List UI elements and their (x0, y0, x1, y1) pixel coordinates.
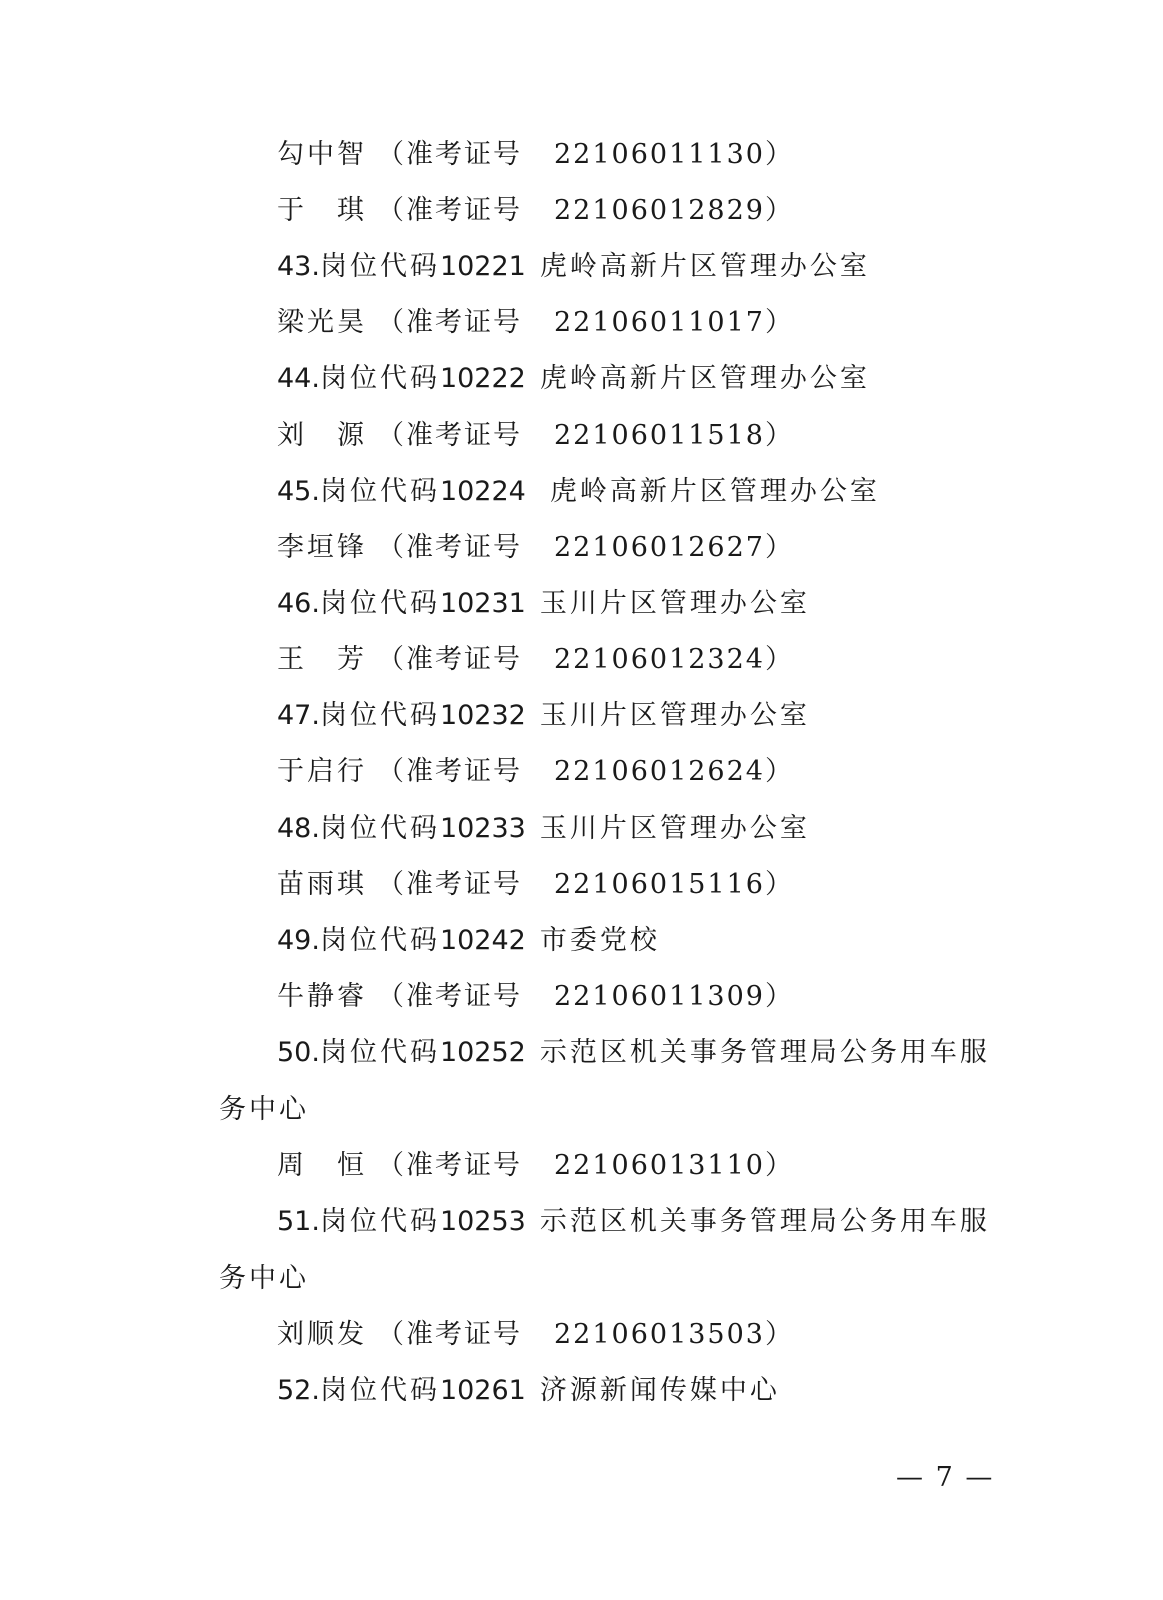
candidate-name: 勾中智 (277, 139, 367, 170)
post-code-label: 岗位代码 (319, 476, 440, 507)
post-code: 10253 (439, 1206, 526, 1237)
exam-number: 22106012624） (554, 756, 794, 787)
candidate-line (277, 1148, 794, 1184)
exam-number: 22106011309） (554, 981, 794, 1012)
post-unit: 示范区机关事务管理局公务用车服 (539, 1037, 990, 1068)
candidate-name: 李垣锋 (277, 532, 367, 563)
post-line (277, 361, 870, 397)
post-unit: 济源新闻传媒中心 (539, 1375, 780, 1406)
post-code: 10242 (439, 925, 526, 956)
post-index: 50. (277, 1037, 320, 1068)
post-code-label: 岗位代码 (319, 1037, 440, 1068)
post-unit-continuation: 务中心 (219, 1263, 309, 1294)
post-line (277, 698, 810, 734)
exam-number: 22106013110） (554, 1150, 794, 1181)
post-line (277, 249, 870, 285)
post-line (277, 1373, 780, 1409)
exam-number: 22106012324） (554, 644, 794, 675)
exam-label: （准考证号 (377, 1319, 522, 1350)
exam-label: （准考证号 (377, 307, 522, 338)
candidate-name: 王 芳 (277, 644, 367, 675)
candidate-name: 苗雨琪 (277, 869, 367, 900)
post-index: 52. (277, 1375, 320, 1406)
exam-number: 22106012627） (554, 532, 794, 563)
post-code: 10221 (439, 251, 526, 282)
page-number: — 7 — (896, 1462, 995, 1493)
post-line (277, 811, 810, 847)
exam-number: 22106015116） (554, 869, 794, 900)
candidate-line (277, 418, 794, 454)
post-code: 10232 (439, 700, 526, 731)
exam-label: （准考证号 (377, 981, 522, 1012)
exam-label: （准考证号 (377, 869, 522, 900)
post-code-label: 岗位代码 (319, 925, 440, 956)
exam-label: （准考证号 (377, 532, 522, 563)
post-unit: 玉川片区管理办公室 (539, 588, 810, 619)
candidate-name: 梁光昊 (277, 307, 367, 338)
post-unit: 市委党校 (539, 925, 660, 956)
post-code: 10222 (439, 363, 526, 394)
post-index: 49. (277, 925, 320, 956)
exam-label: （准考证号 (377, 420, 522, 451)
post-unit: 虎岭高新片区管理办公室 (539, 363, 870, 394)
post-index: 44. (277, 363, 320, 394)
post-index: 46. (277, 588, 320, 619)
candidate-name: 周 恒 (277, 1150, 367, 1181)
post-index: 45. (277, 476, 320, 507)
post-unit: 示范区机关事务管理局公务用车服 (539, 1206, 990, 1237)
exam-label: （准考证号 (377, 644, 522, 675)
post-line (277, 1035, 990, 1071)
post-code-label: 岗位代码 (319, 363, 440, 394)
candidate-name: 于 琪 (277, 195, 367, 226)
post-unit-continuation: 务中心 (219, 1094, 309, 1125)
post-code-label: 岗位代码 (319, 700, 440, 731)
candidate-line (277, 979, 794, 1015)
post-code: 10224 (439, 476, 526, 507)
candidate-name: 刘顺发 (277, 1319, 367, 1350)
post-line (277, 1204, 990, 1240)
candidate-name: 牛静睿 (277, 981, 367, 1012)
candidate-line (277, 530, 794, 566)
post-index: 51. (277, 1206, 320, 1237)
post-code-label: 岗位代码 (319, 813, 440, 844)
post-code: 10261 (439, 1375, 526, 1406)
post-line (277, 923, 660, 959)
candidate-line (277, 193, 794, 229)
post-code-label: 岗位代码 (319, 1375, 440, 1406)
exam-label: （准考证号 (377, 139, 522, 170)
post-code-label: 岗位代码 (319, 251, 440, 282)
candidate-line (277, 754, 794, 790)
post-code: 10252 (439, 1037, 526, 1068)
post-code-label: 岗位代码 (319, 588, 440, 619)
post-line (277, 586, 810, 622)
post-index: 48. (277, 813, 320, 844)
candidate-line (277, 867, 794, 903)
candidate-line (277, 305, 794, 341)
post-line (277, 474, 880, 510)
candidate-name: 于启行 (277, 756, 367, 787)
post-code: 10231 (439, 588, 526, 619)
post-unit: 虎岭高新片区管理办公室 (549, 476, 880, 507)
exam-label: （准考证号 (377, 1150, 522, 1181)
candidate-line (277, 137, 794, 173)
candidate-line (277, 642, 794, 678)
exam-label: （准考证号 (377, 195, 522, 226)
post-index: 47. (277, 700, 320, 731)
post-code-label: 岗位代码 (319, 1206, 440, 1237)
exam-number: 22106011518） (554, 420, 794, 451)
post-unit: 虎岭高新片区管理办公室 (539, 251, 870, 282)
candidate-name: 刘 源 (277, 420, 367, 451)
post-unit: 玉川片区管理办公室 (539, 813, 810, 844)
exam-number: 22106011130） (554, 139, 794, 170)
exam-number: 22106013503） (554, 1319, 794, 1350)
post-unit: 玉川片区管理办公室 (539, 700, 810, 731)
post-code: 10233 (439, 813, 526, 844)
exam-number: 22106012829） (554, 195, 794, 226)
exam-label: （准考证号 (377, 756, 522, 787)
candidate-line (277, 1317, 794, 1353)
post-index: 43. (277, 251, 320, 282)
exam-number: 22106011017） (554, 307, 794, 338)
